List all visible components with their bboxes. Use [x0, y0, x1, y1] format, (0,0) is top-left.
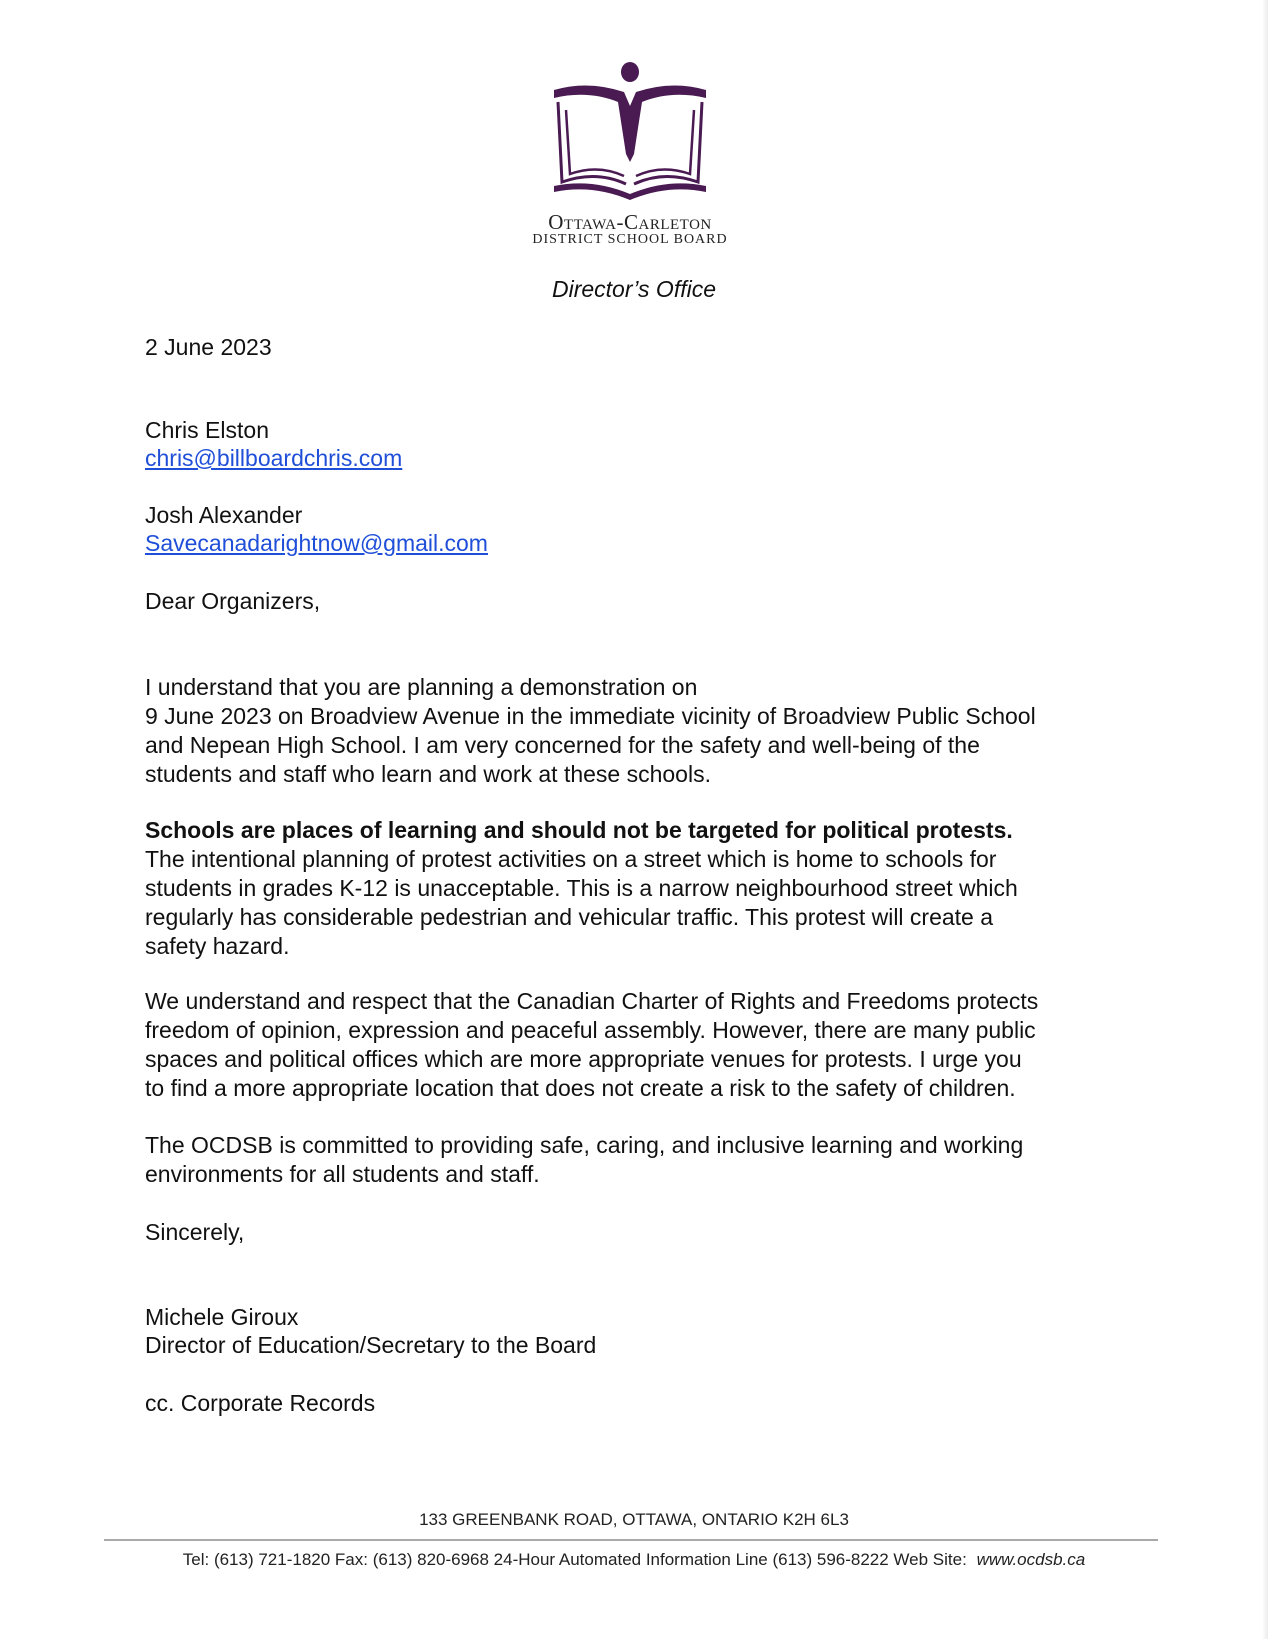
- footer-contact: [0, 1550, 1268, 1570]
- footer-address: 133 GREENBANK ROAD, OTTAWA, ONTARIO K2H 6L3: [419, 1510, 849, 1529]
- recipient-2-name: Josh Alexander: [145, 502, 303, 528]
- org-name-line2: DISTRICT SCHOOL BOARD: [532, 232, 728, 247]
- paragraph-2-line: safety hazard.: [145, 933, 290, 959]
- letter-date: 2 June 2023: [145, 334, 272, 360]
- footer-divider: [104, 1539, 1158, 1541]
- cc-line: cc. Corporate Records: [145, 1390, 376, 1416]
- signatory-name: Michele Giroux: [145, 1304, 299, 1330]
- paragraph-3: [145, 987, 1135, 1103]
- paragraph-2-line: The intentional planning of protest activities on a street which is home to schools for: [145, 846, 997, 872]
- recipient-1-name: Chris Elston: [145, 417, 269, 443]
- page-edge-shade: [1262, 0, 1268, 1639]
- ocdsb-logo-icon: [548, 62, 712, 208]
- paragraph-1-line: I understand that you are planning a demonstration on: [145, 674, 698, 700]
- org-name-text: Ottawa-Carleton: [548, 210, 712, 234]
- footer-website-link[interactable]: www.ocdsb.ca: [976, 1550, 1086, 1569]
- footer-contact-text: Tel: (613) 721-1820 Fax: (613) 820-6968 24-Hour Automated Information Line (613) 596-8222 Web Site:: [182, 1550, 967, 1569]
- paragraph-2-bold-statement: Schools are places of learning and should not be targeted for political protests.: [145, 817, 1013, 843]
- paragraph-3-line: spaces and political offices which are more appropriate venues for protests. I urge you: [145, 1046, 1022, 1072]
- signatory-title: Director of Education/Secretary to the Board: [145, 1332, 597, 1358]
- paragraph-1-line: students and staff who learn and work at these schools.: [145, 761, 711, 787]
- paragraph-1: [145, 673, 1135, 789]
- paragraph-2: [145, 816, 1135, 961]
- paragraph-1-line: 9 June 2023 on Broadview Avenue in the immediate vicinity of Broadview Public School: [145, 703, 1036, 729]
- paragraph-3-line: freedom of opinion, expression and peaceful assembly. However, there are many public: [145, 1017, 1036, 1043]
- recipient-1-email-link[interactable]: chris@billboardchris.com: [145, 445, 403, 471]
- paragraph-4-line: The OCDSB is committed to providing safe, caring, and inclusive learning and working: [145, 1132, 1024, 1158]
- paragraph-4-line: environments for all students and staff.: [145, 1161, 540, 1187]
- recipient-2-email-link[interactable]: Savecanadarightnow@gmail.com: [145, 530, 488, 556]
- salutation: Dear Organizers,: [145, 588, 321, 614]
- paragraph-3-line: We understand and respect that the Canadian Charter of Rights and Freedoms protects: [145, 988, 1039, 1014]
- paragraph-2-line: students in grades K-12 is unacceptable. This is a narrow neighbourhood street which: [145, 875, 1018, 901]
- paragraph-3-line: to find a more appropriate location that does not create a risk to the safety of children.: [145, 1075, 1016, 1101]
- paragraph-1-line: and Nepean High School. I am very concerned for the safety and well-being of the: [145, 732, 980, 758]
- closing: Sincerely,: [145, 1219, 245, 1245]
- paragraph-4: [145, 1131, 1135, 1189]
- office-title: Director’s Office: [551, 276, 717, 302]
- paragraph-2-line: regularly has considerable pedestrian and vehicular traffic. This protest will create a: [145, 904, 994, 930]
